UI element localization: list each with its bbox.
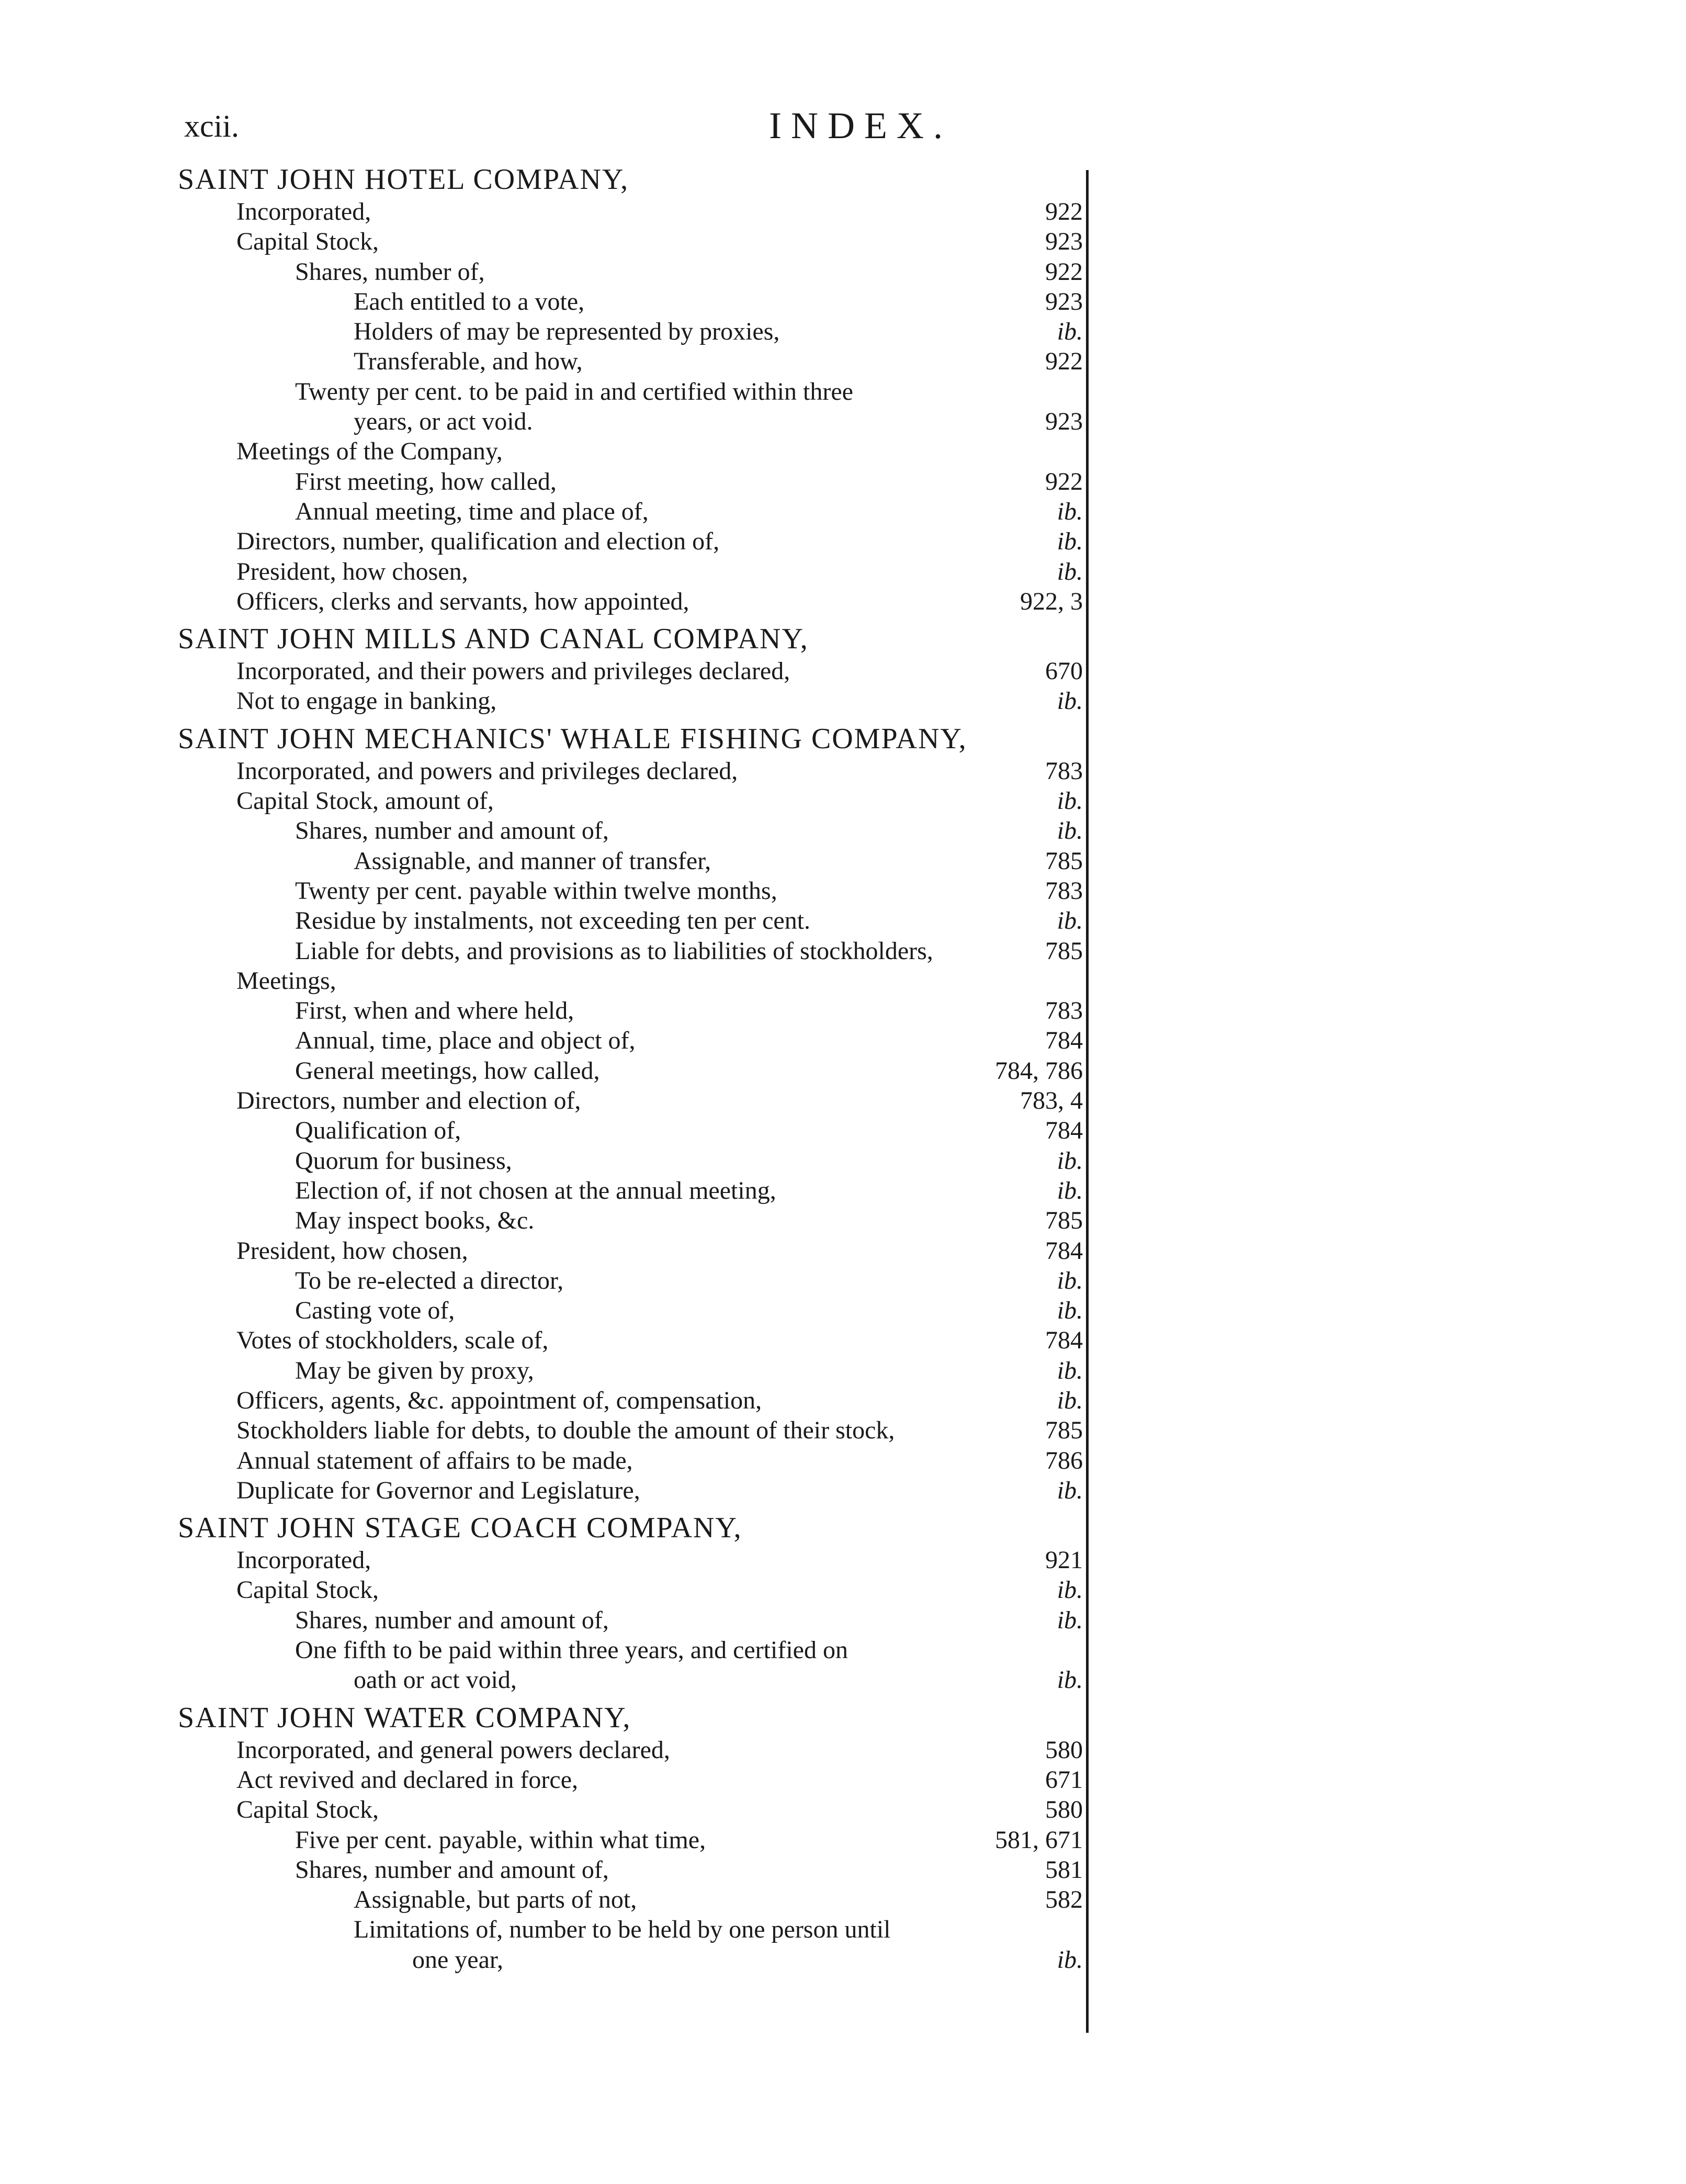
index-entry bbox=[178, 287, 1083, 317]
index-entry bbox=[178, 197, 1083, 227]
page-reference: 785 bbox=[1045, 1416, 1083, 1445]
page-reference: 922 bbox=[1045, 467, 1083, 496]
page-reference: 784, 786 bbox=[995, 1056, 1083, 1085]
entry-text: Stockholders liable for debts, to double the amount of their stock, bbox=[236, 1416, 895, 1445]
entry-text: Residue by instalments, not exceeding ten per cent. bbox=[295, 907, 811, 935]
index-entry bbox=[178, 1575, 1083, 1605]
index-entry bbox=[178, 1795, 1083, 1825]
entry-text: Meetings, bbox=[236, 966, 336, 995]
page-reference: 922, 3 bbox=[1020, 587, 1083, 615]
entry-text: Capital Stock, bbox=[236, 1576, 379, 1604]
entry-text: Incorporated, bbox=[236, 1546, 371, 1574]
entry-text: President, how chosen, bbox=[236, 1236, 468, 1265]
page-reference: 922 bbox=[1045, 347, 1083, 376]
entry-text: May be given by proxy, bbox=[295, 1356, 534, 1384]
entry-text: Capital Stock, bbox=[236, 228, 379, 256]
page-reference: 923 bbox=[1045, 287, 1083, 316]
index-entry bbox=[178, 1825, 1083, 1855]
page-reference: ib. bbox=[1057, 1386, 1083, 1414]
index-entry bbox=[178, 467, 1083, 497]
entry-continuation: one year, bbox=[412, 1945, 503, 1974]
index-entry bbox=[178, 1296, 1083, 1325]
index-entry bbox=[178, 816, 1083, 846]
entry-text: Holders of may be represented by proxies, bbox=[354, 318, 780, 346]
page-reference: 783, 4 bbox=[1020, 1087, 1083, 1115]
page-reference: 923 bbox=[1045, 228, 1083, 256]
index-entry bbox=[178, 996, 1083, 1026]
section-heading: SAINT JOHN MECHANICS' WHALE FISHING COMPANY, bbox=[178, 722, 967, 755]
page-reference: 784 bbox=[1045, 1326, 1083, 1355]
entry-text: Assignable, and manner of transfer, bbox=[354, 847, 711, 875]
index-entry bbox=[178, 656, 1083, 686]
index-entry bbox=[178, 1635, 1083, 1695]
section-heading: SAINT JOHN MILLS AND CANAL COMPANY, bbox=[178, 623, 809, 656]
page-reference: ib. bbox=[1057, 1666, 1083, 1694]
index-entry bbox=[178, 346, 1083, 376]
index-entry bbox=[178, 756, 1083, 786]
entry-text: Annual, time, place and object of, bbox=[295, 1027, 636, 1055]
entry-text: Officers, clerks and servants, how appointed, bbox=[236, 587, 689, 615]
entry-text: Act revived and declared in force, bbox=[236, 1765, 578, 1794]
page-reference: 783 bbox=[1045, 997, 1083, 1025]
index-entry bbox=[178, 587, 1083, 616]
entry-text: Incorporated, and powers and privileges declared, bbox=[236, 757, 738, 785]
index-entry bbox=[178, 317, 1083, 346]
index-entry bbox=[178, 1415, 1083, 1445]
page-reference: ib. bbox=[1057, 787, 1083, 815]
entry-text: Officers, agents, &c. appointment of, compensation, bbox=[236, 1386, 762, 1414]
index-entry bbox=[178, 257, 1083, 287]
page-reference: ib. bbox=[1057, 907, 1083, 935]
index-entry bbox=[178, 846, 1083, 876]
entry-text: Shares, number of, bbox=[295, 257, 485, 286]
entry-text: First, when and where held, bbox=[295, 997, 574, 1025]
page-reference: ib. bbox=[1057, 527, 1083, 556]
index-entry bbox=[178, 1086, 1083, 1116]
index-entry bbox=[178, 1176, 1083, 1206]
index-entry bbox=[178, 966, 1083, 996]
page-reference: 786 bbox=[1045, 1446, 1083, 1474]
entry-text: Five per cent. payable, within what time, bbox=[295, 1826, 706, 1854]
entry-text: Twenty per cent. payable within twelve months, bbox=[295, 876, 777, 905]
index-entry bbox=[178, 1765, 1083, 1795]
entry-continuation: years, or act void. bbox=[354, 408, 533, 436]
page-reference: ib. bbox=[1057, 1576, 1083, 1604]
index-entry bbox=[178, 1266, 1083, 1296]
entry-text: Incorporated, and their powers and privileges declared, bbox=[236, 657, 790, 685]
page-reference: 921 bbox=[1045, 1546, 1083, 1574]
page-reference: 922 bbox=[1045, 257, 1083, 286]
page-reference: 581, 671 bbox=[995, 1826, 1083, 1854]
page-reference: ib. bbox=[1057, 1356, 1083, 1384]
entry-text: Directors, number, qualification and election of, bbox=[236, 527, 720, 556]
page-reference: 580 bbox=[1045, 1796, 1083, 1824]
entry-text: Meetings of the Company, bbox=[236, 437, 503, 466]
entry-text: Transferable, and how, bbox=[354, 347, 583, 376]
page-reference: ib. bbox=[1057, 1945, 1083, 1974]
entry-text: Qualification of, bbox=[295, 1117, 461, 1145]
page-reference: ib. bbox=[1057, 1146, 1083, 1175]
index-entry bbox=[178, 786, 1083, 816]
page-reference: ib. bbox=[1057, 557, 1083, 586]
index-entry bbox=[178, 1476, 1083, 1505]
index-entry bbox=[178, 936, 1083, 966]
entry-text: Shares, number and amount of, bbox=[295, 1606, 609, 1634]
index-entry bbox=[178, 377, 1083, 437]
section-heading: SAINT JOHN HOTEL COMPANY, bbox=[178, 163, 629, 196]
section-heading: SAINT JOHN WATER COMPANY, bbox=[178, 1701, 631, 1734]
entry-text: General meetings, how called, bbox=[295, 1056, 600, 1085]
entry-text: Capital Stock, bbox=[236, 1796, 379, 1824]
index-entry bbox=[178, 686, 1083, 716]
entry-text: One fifth to be paid within three years, and certified on bbox=[295, 1636, 848, 1664]
page-reference: 582 bbox=[1045, 1886, 1083, 1914]
index-entry bbox=[178, 906, 1083, 936]
index-entry bbox=[178, 1386, 1083, 1415]
page-reference: 670 bbox=[1045, 657, 1083, 685]
entry-text: Assignable, but parts of not, bbox=[354, 1886, 637, 1914]
index-entry bbox=[178, 557, 1083, 587]
page-reference: 783 bbox=[1045, 757, 1083, 785]
index-entry bbox=[178, 436, 1083, 466]
page-reference: ib. bbox=[1057, 1606, 1083, 1634]
entry-text: President, how chosen, bbox=[236, 557, 468, 586]
entry-text: Twenty per cent. to be paid in and certified within three bbox=[295, 377, 853, 406]
index-entry bbox=[178, 1236, 1083, 1266]
entry-continuation: oath or act void, bbox=[354, 1666, 517, 1694]
index-entry bbox=[178, 1026, 1083, 1055]
index-entry bbox=[178, 876, 1083, 906]
page-reference: 785 bbox=[1045, 1207, 1083, 1235]
page-reference: ib. bbox=[1057, 1176, 1083, 1204]
vertical-rule bbox=[1086, 170, 1089, 2033]
page-reference: 783 bbox=[1045, 876, 1083, 905]
page-reference: ib. bbox=[1057, 687, 1083, 715]
entry-text: Votes of stockholders, scale of, bbox=[236, 1326, 549, 1355]
page-reference: ib. bbox=[1057, 817, 1083, 845]
entry-text: Shares, number and amount of, bbox=[295, 817, 609, 845]
index-entry bbox=[178, 1605, 1083, 1635]
page-reference: 784 bbox=[1045, 1117, 1083, 1145]
index-entry bbox=[178, 1206, 1083, 1235]
page-reference: 922 bbox=[1045, 198, 1083, 226]
index-entry bbox=[178, 526, 1083, 556]
entry-text: To be re-elected a director, bbox=[295, 1266, 564, 1294]
entry-text: Duplicate for Governor and Legislature, bbox=[236, 1476, 640, 1504]
index-entry bbox=[178, 1116, 1083, 1145]
index-entry bbox=[178, 1356, 1083, 1386]
entry-text: Limitations of, number to be held by one person until bbox=[354, 1916, 891, 1944]
index-entry bbox=[178, 227, 1083, 256]
entry-text: Casting vote of, bbox=[295, 1297, 455, 1325]
page-reference: ib. bbox=[1057, 318, 1083, 346]
entry-text: Capital Stock, amount of, bbox=[236, 787, 494, 815]
entry-text: Directors, number and election of, bbox=[236, 1087, 581, 1115]
index-entry bbox=[178, 1915, 1083, 1975]
entry-text: Annual statement of affairs to be made, bbox=[236, 1446, 633, 1474]
page-reference: 785 bbox=[1045, 937, 1083, 965]
entry-text: Liable for debts, and provisions as to liabilities of stockholders, bbox=[295, 937, 933, 965]
index-entry bbox=[178, 1545, 1083, 1575]
entry-text: Annual meeting, time and place of, bbox=[295, 497, 649, 525]
page-title: INDEX. bbox=[769, 105, 952, 147]
index-entry bbox=[178, 1325, 1083, 1355]
index-entry bbox=[178, 1446, 1083, 1476]
entry-text: Incorporated, and general powers declared, bbox=[236, 1736, 670, 1764]
entry-text: May inspect books, &c. bbox=[295, 1207, 535, 1235]
index-entry bbox=[178, 1855, 1083, 1885]
page-reference: 923 bbox=[1045, 408, 1083, 436]
entry-text: Quorum for business, bbox=[295, 1146, 512, 1175]
entry-text: Election of, if not chosen at the annual meeting, bbox=[295, 1176, 776, 1204]
page-reference: 671 bbox=[1045, 1765, 1083, 1794]
page-reference: ib. bbox=[1057, 1266, 1083, 1294]
index-entry bbox=[178, 1056, 1083, 1086]
section-heading: SAINT JOHN STAGE COACH COMPANY, bbox=[178, 1512, 742, 1545]
entry-text: Not to engage in banking, bbox=[236, 687, 497, 715]
page-reference: 785 bbox=[1045, 847, 1083, 875]
page-reference: 784 bbox=[1045, 1027, 1083, 1055]
entry-text: Incorporated, bbox=[236, 198, 371, 226]
entry-text: First meeting, how called, bbox=[295, 467, 557, 496]
index-body bbox=[178, 162, 1083, 1975]
index-entry bbox=[178, 1885, 1083, 1915]
index-entry bbox=[178, 497, 1083, 526]
index-entry bbox=[178, 1146, 1083, 1176]
page-reference: 581 bbox=[1045, 1855, 1083, 1884]
page-reference: ib. bbox=[1057, 1476, 1083, 1504]
page-reference: 784 bbox=[1045, 1236, 1083, 1265]
entry-text: Shares, number and amount of, bbox=[295, 1855, 609, 1884]
index-entry bbox=[178, 1735, 1083, 1765]
entry-text: Each entitled to a vote, bbox=[354, 287, 585, 316]
page-reference: 580 bbox=[1045, 1736, 1083, 1764]
page-number: xcii. bbox=[184, 109, 239, 143]
page-reference: ib. bbox=[1057, 497, 1083, 525]
page-reference: ib. bbox=[1057, 1297, 1083, 1325]
